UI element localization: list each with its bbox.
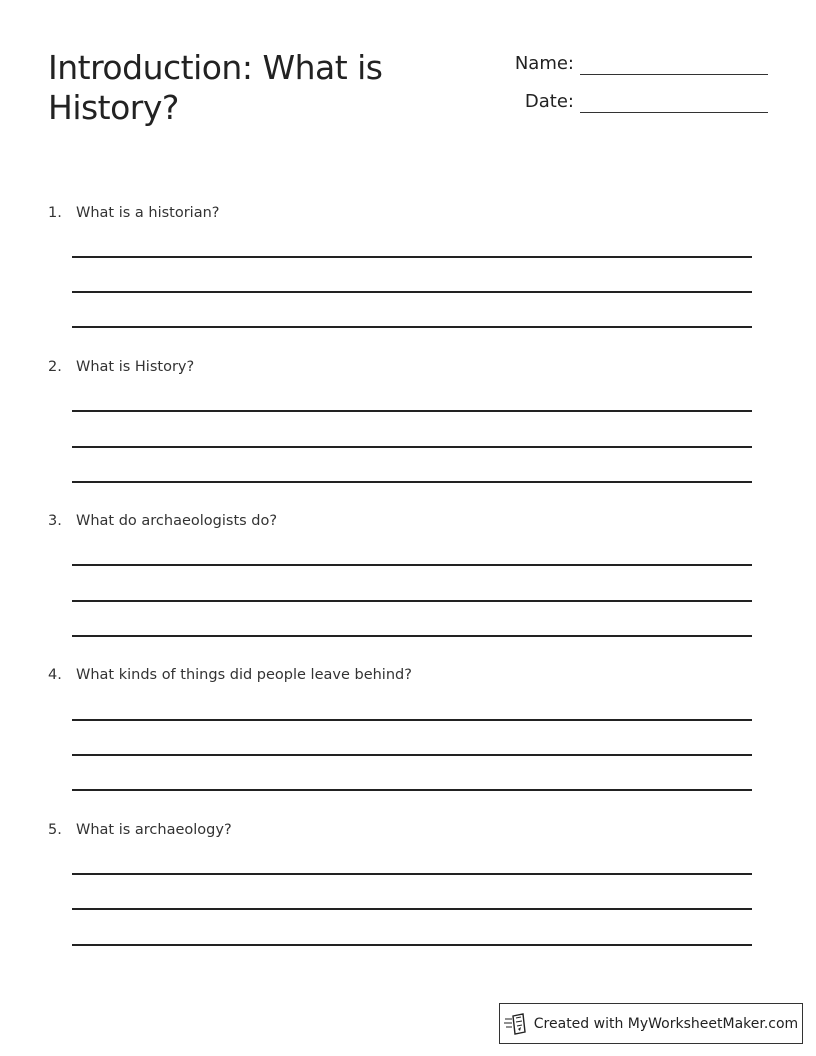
- answer-line[interactable]: [72, 754, 752, 756]
- question-number: 3.: [48, 513, 62, 529]
- date-field: [504, 90, 768, 113]
- answer-line[interactable]: [72, 256, 752, 258]
- worksheet-maker-logo-icon: [504, 1013, 528, 1035]
- answer-line[interactable]: [72, 944, 752, 946]
- question-text: What kinds of things did people leave behind?: [76, 667, 412, 683]
- answer-line[interactable]: [72, 908, 752, 910]
- question-5: [48, 822, 752, 838]
- name-label: Name:: [514, 53, 574, 74]
- question-text: What is History?: [76, 359, 195, 375]
- question-number: 4.: [48, 667, 62, 683]
- answer-line[interactable]: [72, 719, 752, 721]
- name-field: [504, 52, 768, 75]
- date-blank-line[interactable]: [580, 90, 768, 113]
- answer-line[interactable]: [72, 873, 752, 875]
- name-blank-line[interactable]: [580, 52, 768, 75]
- footer-text: Created with MyWorksheetMaker.com: [533, 1015, 799, 1032]
- date-label: Date:: [524, 91, 574, 112]
- question-text: What do archaeologists do?: [76, 513, 278, 529]
- worksheet-title: Introduction: What is History?: [48, 48, 383, 127]
- answer-line[interactable]: [72, 635, 752, 637]
- answer-line[interactable]: [72, 481, 752, 483]
- answer-line[interactable]: [72, 291, 752, 293]
- question-number: 5.: [48, 822, 62, 838]
- question-text: What is a historian?: [76, 205, 220, 221]
- question-4: [48, 667, 752, 683]
- answer-line[interactable]: [72, 326, 752, 328]
- answer-line[interactable]: [72, 410, 752, 412]
- answer-line[interactable]: [72, 789, 752, 791]
- question-2: [48, 359, 752, 375]
- question-3: [48, 513, 752, 529]
- created-with-badge[interactable]: [499, 1003, 803, 1044]
- answer-line[interactable]: [72, 446, 752, 448]
- answer-line[interactable]: [72, 600, 752, 602]
- question-text: What is archaeology?: [76, 822, 232, 838]
- answer-line[interactable]: [72, 564, 752, 566]
- question-1: [48, 205, 752, 221]
- question-number: 2.: [48, 359, 62, 375]
- question-number: 1.: [48, 205, 62, 221]
